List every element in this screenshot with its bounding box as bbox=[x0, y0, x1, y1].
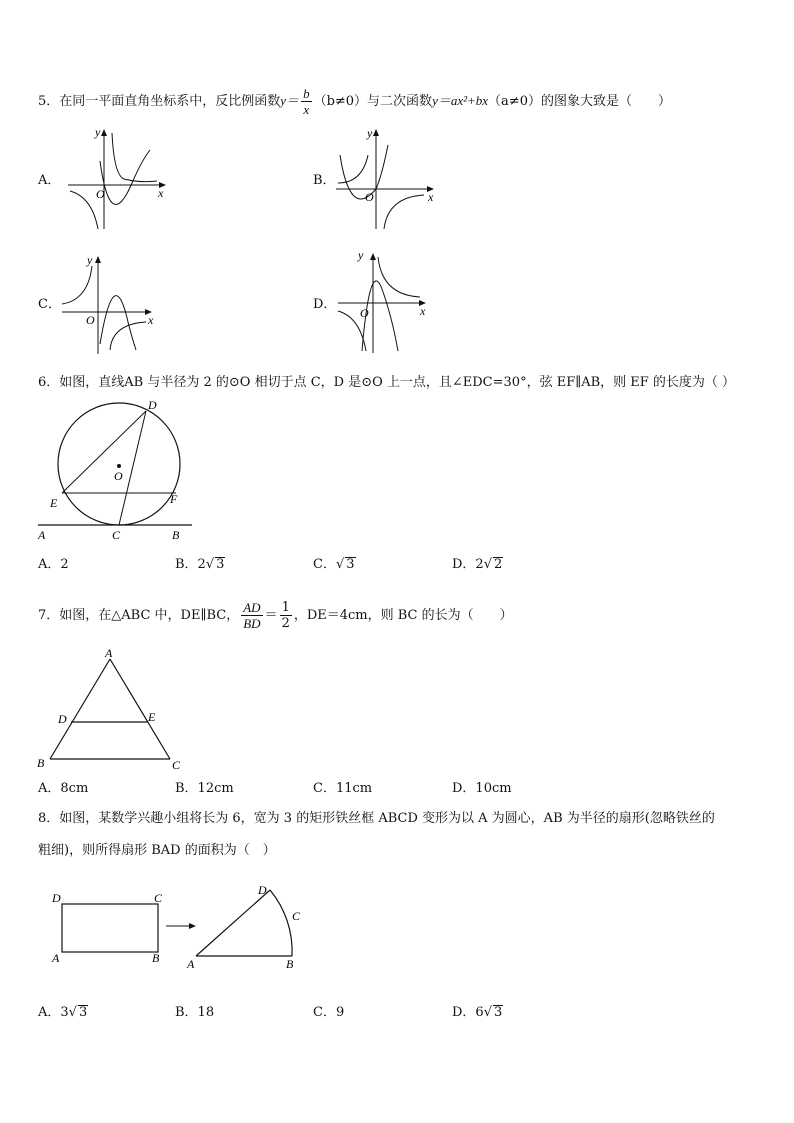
q6-label-e: E bbox=[50, 496, 58, 510]
q6-option-d: D．2√ 2 bbox=[452, 557, 503, 572]
q7-frac2-num: 1 bbox=[281, 600, 290, 615]
q6-option-b: B．2√ 3 bbox=[175, 557, 225, 572]
q5-option-c-label: C． bbox=[38, 297, 61, 312]
q6-label-o: O bbox=[114, 469, 123, 483]
q6-label-d: D bbox=[148, 398, 157, 412]
q8-option-d-radicand: 3 bbox=[494, 1005, 503, 1020]
q5-prefix: 5．在同一平面直角坐标系中，反比例函数 bbox=[38, 94, 281, 109]
q6-circle-figure bbox=[34, 395, 199, 545]
question-5-stem bbox=[38, 86, 671, 117]
q8-option-a-radicand: 3 bbox=[78, 1005, 88, 1020]
q5-quadratic: y＝ax²+bx bbox=[432, 93, 489, 108]
q5-option-a-label: A． bbox=[38, 173, 61, 188]
q7-label-e: E bbox=[148, 710, 156, 724]
q8-sector-label-c: C bbox=[292, 909, 301, 923]
q5d-y-label: y bbox=[358, 248, 364, 262]
q6-option-b-prefix: B．2 bbox=[175, 557, 206, 572]
q7-label-b: B bbox=[37, 756, 45, 770]
q6-option-a: A．2 bbox=[38, 557, 69, 572]
q8-rect-label-c: C bbox=[154, 891, 163, 905]
q5-option-d-label: D． bbox=[313, 297, 337, 312]
question-8-line-2: 粗细)，则所得扇形 BAD 的面积为（ ） bbox=[38, 843, 276, 858]
q5c-origin: O bbox=[86, 313, 95, 327]
q5-option-b-label: B． bbox=[313, 173, 336, 188]
q5a-x-label: x bbox=[158, 186, 164, 200]
q7-prefix: 7．如图，在△ABC 中，DE∥BC， bbox=[38, 608, 240, 623]
q5d-x-label: x bbox=[420, 304, 426, 318]
q5-graph-c bbox=[56, 250, 166, 355]
q6-option-c-radicand: 3 bbox=[346, 557, 355, 572]
q8-sector-label-d: D bbox=[258, 883, 267, 897]
q6-option-d-prefix: D．2 bbox=[452, 557, 484, 572]
q8-option-d: D．6√ 3 bbox=[452, 1005, 503, 1020]
q8-option-d-prefix: D．6 bbox=[452, 1005, 484, 1020]
q5c-x-label: x bbox=[148, 313, 154, 327]
q7-suffix: ，DE＝4cm，则 BC 的长为（ ） bbox=[293, 608, 513, 623]
q7-triangle-figure bbox=[32, 645, 192, 775]
q8-rect-label-b: B bbox=[152, 951, 160, 965]
q7-frac-num: AD bbox=[243, 600, 261, 615]
q5b-x-label: x bbox=[428, 190, 434, 204]
q6-option-b-radicand: 3 bbox=[216, 557, 225, 572]
q8-rect-label-d: D bbox=[52, 891, 61, 905]
q5b-origin: O bbox=[365, 190, 374, 204]
q5-cond1: （b≠0）与二次函数 bbox=[313, 94, 433, 109]
q7-label-d: D bbox=[58, 712, 67, 726]
q7-option-c: C．11cm bbox=[313, 781, 373, 796]
q5-y-eq: y＝ bbox=[280, 93, 300, 108]
q5-fraction bbox=[301, 86, 312, 117]
q5-cond2: （a≠0）的图象大致是（ ） bbox=[488, 94, 671, 109]
q8-sector-label-a: A bbox=[187, 957, 195, 971]
q8-sector-label-b: B bbox=[286, 957, 294, 971]
q7-option-d: D．10cm bbox=[452, 781, 512, 796]
question-7-stem bbox=[38, 600, 513, 631]
q6-option-c: C．√ 3 bbox=[313, 557, 355, 572]
q5-frac-num: b bbox=[303, 86, 310, 101]
q5-graph-d bbox=[332, 247, 442, 355]
question-6-stem: 6．如图，直线AB 与半径为 2 的⊙O 相切于点 C，D 是⊙O 上一点，且∠EDC=30°，弦 EF∥AB，则 EF 的长度为（ ） bbox=[38, 375, 736, 390]
q6-label-f: F bbox=[170, 492, 178, 506]
q7-label-a: A bbox=[105, 646, 113, 660]
q7-frac2-den: 2 bbox=[281, 616, 290, 631]
q7-label-c: C bbox=[172, 758, 181, 772]
q8-option-c: C．9 bbox=[313, 1005, 345, 1020]
q5c-y-label: y bbox=[87, 253, 93, 267]
q5d-origin: O bbox=[360, 306, 369, 320]
q5-frac-den: x bbox=[303, 102, 310, 117]
q8-rectangle-to-sector-figure bbox=[44, 880, 314, 975]
q6-label-b: B bbox=[172, 528, 180, 542]
q6-option-d-radicand: 2 bbox=[494, 557, 503, 572]
q7-fraction-2 bbox=[280, 600, 292, 631]
q7-option-b: B．12cm bbox=[175, 781, 234, 796]
q7-option-a: A．8cm bbox=[38, 781, 89, 796]
q5a-origin: O bbox=[96, 187, 105, 201]
q6-option-c-prefix: C． bbox=[313, 557, 336, 572]
q7-eq: ＝ bbox=[264, 608, 278, 623]
q8-option-b: B．18 bbox=[175, 1005, 215, 1020]
q8-option-a-prefix: A．3 bbox=[38, 1005, 69, 1020]
q5-graph-b bbox=[330, 125, 445, 230]
q5-graph-a bbox=[62, 125, 172, 230]
question-8-line-1: 8．如图，某数学兴趣小组将长为 6，宽为 3 的矩形铁丝框 ABCD 变形为以 A 为圆心，AB 为半径的扇形(忽略铁丝的 bbox=[38, 811, 715, 826]
q6-label-c: C bbox=[112, 528, 121, 542]
q5b-y-label: y bbox=[367, 126, 373, 140]
q7-fraction bbox=[241, 600, 262, 631]
q5a-y-label: y bbox=[95, 125, 101, 139]
q8-option-a: A．3√ 3 bbox=[38, 1005, 88, 1020]
q8-rect-label-a: A bbox=[52, 951, 60, 965]
q7-frac-den: BD bbox=[243, 616, 261, 631]
q6-label-a: A bbox=[38, 528, 46, 542]
